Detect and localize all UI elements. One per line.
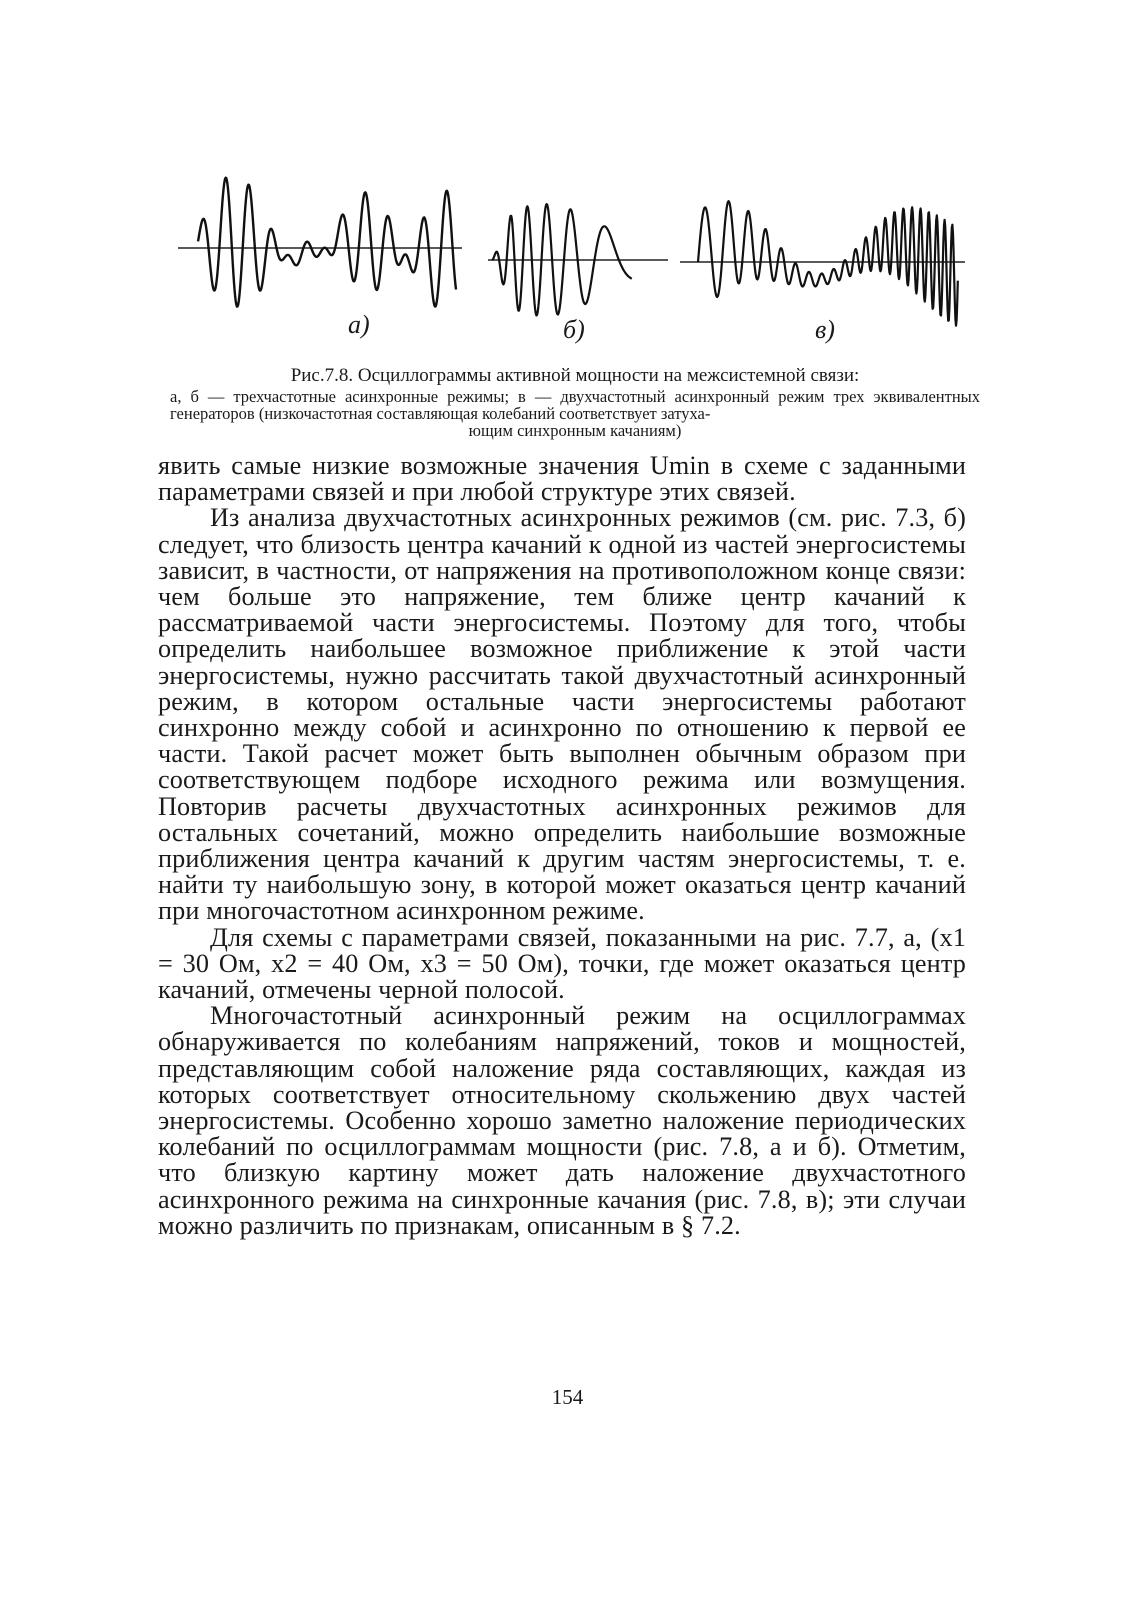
caption-last-line: ющим синхронным качаниям) — [468, 421, 682, 440]
waveform-a — [198, 178, 456, 307]
oscillogram-figure — [170, 120, 980, 360]
paragraph: Многочастотный асинхронный режим на осциллограммах обнаруживается по колебаниям напряжений, токов и мощностей, представляющим собой наложение ряда составляющих, каждая из которых соответствует относительному скольжению двух частей энергосистемы. Особенно хорошо заметно наложение периодических колебаний по осциллограммам мощности (рис. 7.8, а и б). Отметим, что близкую картину может дать наложение двухчастотного асинхронного режима на синхронные качания (рис. 7.8, в); эти случаи можно различить по признакам, описанным в § 7.2. — [158, 1001, 966, 1240]
paragraph: Из анализа двухчастотных асинхронных режимов (см. рис. 7.3, б) следует, что близость центра качаний к одной из частей энергосистемы зависит, в частности, от напряжения на противоположном конце связи: чем больше это напряжение, тем ближе центр качаний к рассматриваемой части энергосистемы. Поэтому для того, чтобы определить наибольшее возможное приближение к этой части энергосистемы, нужно рассчитать такой двухчастотный асинхронный режим, в котором остальные части энергосистемы работают синхронно между собой и асинхронно по отношению к первой ее части. Такой расчет может быть выполнен обычным образом при соответствующем подборе исходного режима или возмущения. Повторив расчеты двухчастотных асинхронных режимов для остальных сочетаний, можно определить наибольшие возможные приближения центра качаний к другим частям энергосистемы, т. е. найти ту наибольшую зону, в которой может оказаться центр качаний при многочастотном асинхронном режиме. — [158, 503, 966, 926]
paragraph: явить самые низкие возможные значения Umin в схеме с заданными параметрами связей и при любой структуре этих связей. — [158, 451, 966, 507]
caption-title: Рис.7.8. Осциллограммы активной мощности на межсистемной связи: — [290, 365, 860, 386]
panel-label-b: б) — [563, 315, 585, 344]
panel-label-a: а) — [348, 310, 370, 339]
body-text — [158, 453, 966, 1239]
paragraph: Для схемы с параметрами связей, показанными на рис. 7.7, а, (x1 = 30 Ом, x2 = 40 Ом, x3 = 50 Ом), точки, где может оказаться центр качаний, отмечены черной полосой. — [158, 922, 966, 1005]
page-number: 154 — [551, 1385, 584, 1409]
caption-body: а, б — трехчастотные асинхронные режимы; в — двухчастотный асинхронный режим трех эквивалентных генераторов (низкочастотная составляющая колебаний соответствует затуха- — [170, 387, 980, 423]
panel-label-c: в) — [815, 315, 835, 344]
waveform-c — [698, 201, 958, 326]
figure-caption — [170, 365, 980, 439]
